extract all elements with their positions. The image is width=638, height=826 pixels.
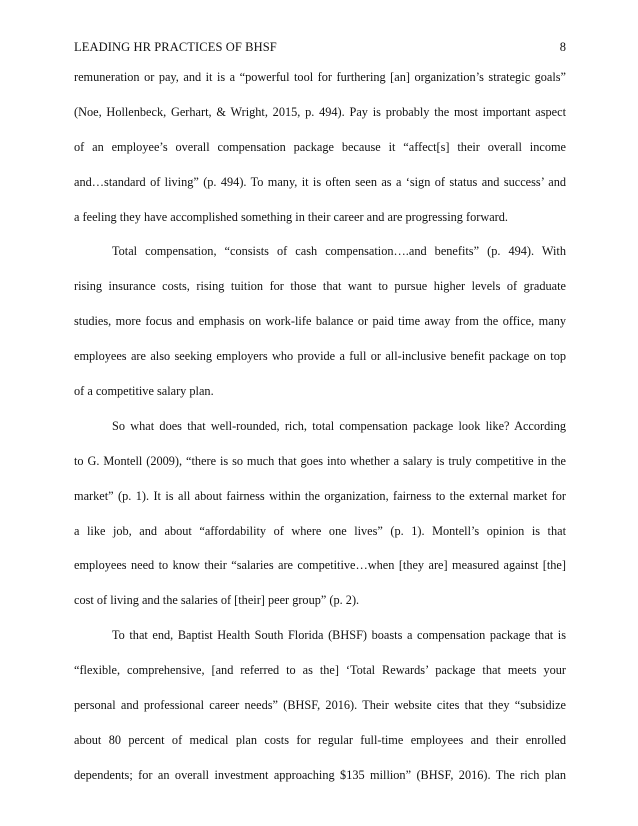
text-line: market” (p. 1). It is all about fairness within the organization, fairness to the external market for <box>74 488 566 503</box>
text-line: of a competitive salary plan. <box>74 384 214 399</box>
text-line: studies, more focus and emphasis on work-life balance or paid time away from the office, many <box>74 314 566 329</box>
text-line: dependents; for an overall investment approaching $135 million” (BHSF, 2016). The rich plan <box>74 767 566 782</box>
text-line: personal and professional career needs” (BHSF, 2016). Their website cites that they “subsidize <box>74 698 566 713</box>
body-text <box>74 60 566 793</box>
text-line: about 80 percent of medical plan costs for regular full-time employees and their enrolled <box>74 732 566 747</box>
text-line: employees are also seeking employers who provide a full or all-inclusive benefit package on top <box>74 349 566 364</box>
text-line: Total compensation, “consists of cash compensation….and benefits” (p. 494). With <box>112 244 566 259</box>
text-line: (Noe, Hollenbeck, Gerhart, & Wright, 2015, p. 494). Pay is probably the most important aspect <box>74 104 566 119</box>
text-line: and…standard of living” (p. 494). To many, it is often seen as a ‘sign of status and success’ and <box>74 174 566 189</box>
text-line: a like job, and about “affordability of where one lives” (p. 1). Montell’s opinion is that <box>74 523 566 538</box>
text-line: cost of living and the salaries of [their] peer group” (p. 2). <box>74 593 360 608</box>
text-line: “flexible, comprehensive, [and referred to as the] ‘Total Rewards’ package that meets your <box>74 663 566 678</box>
text-line: employees need to know their “salaries are competitive…when [they are] measured against [the] <box>74 558 566 573</box>
page-header <box>74 38 566 56</box>
text-line: To that end, Baptist Health South Florida (BHSF) boasts a compensation package that is <box>112 628 566 643</box>
text-line: to G. Montell (2009), “there is so much that goes into whether a salary is truly competitive in the <box>74 453 566 468</box>
text-line: remuneration or pay, and it is a “powerful tool for furthering [an] organization’s strategic goals” <box>74 70 566 84</box>
text-line: a feeling they have accomplished something in their career and are progressing forward. <box>74 209 508 224</box>
page-number: 8 <box>559 40 566 54</box>
running-head: LEADING HR PRACTICES OF BHSF <box>74 40 277 54</box>
text-line: rising insurance costs, rising tuition for those that want to pursue higher levels of graduate <box>74 279 566 294</box>
text-line: So what does that well-rounded, rich, total compensation package look like? According <box>112 418 566 433</box>
text-line: of an employee’s overall compensation package because it “affect[s] their overall income <box>74 139 566 154</box>
